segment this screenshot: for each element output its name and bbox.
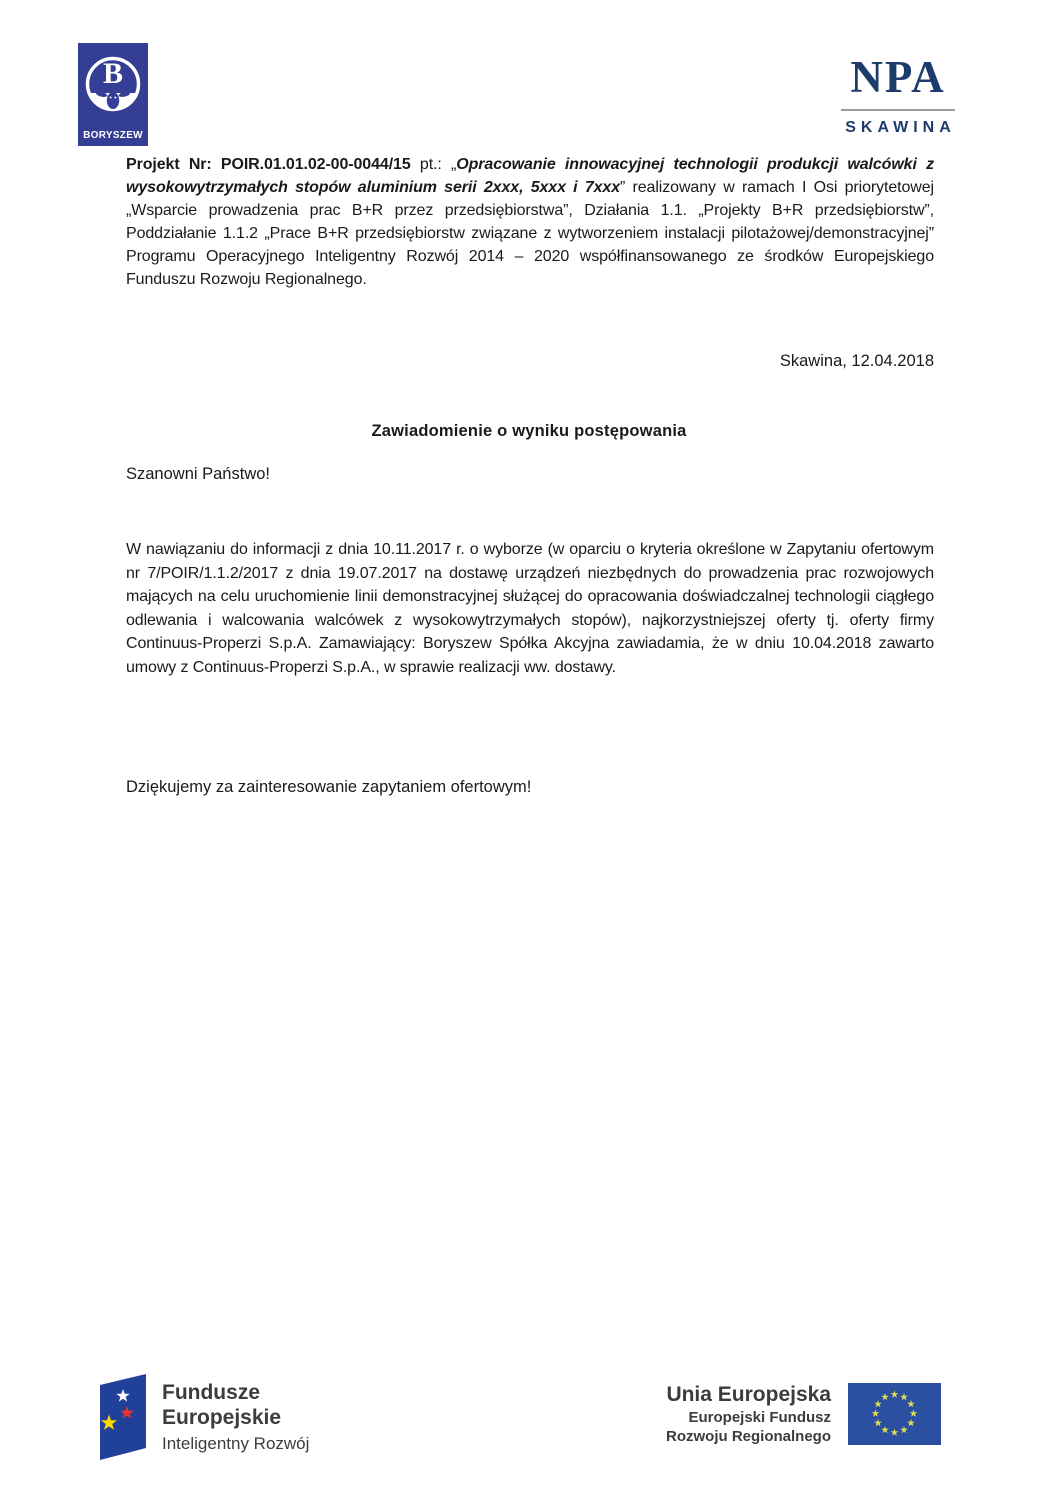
eu-line2: Europejski Fundusz (688, 1409, 831, 1426)
body-paragraph: W nawiązaniu do informacji z dnia 10.11.2017 r. o wyborze (w oparciu o kryteria określone w Zapytaniu ofertowym nr 7/POIR/1.1.2/2017 z dnia 19.07.2017 na dostawę urządzeń niezbędnych do prowadzenia prac rozwojowych mających na celu uruchomienie linii demonstracyjnej służącej do opracowania doświadczalnej technologii ciągłego odlewania i walcowania walcówek z wysokowytrzymałych stopów), najkorzystniejszej oferty tj. oferty firmy Continuus-Properzi S.p.A. Zamawiający: Boryszew Spółka Akcyjna zawiadamia, że w dniu 10.04.2018 zawarto umowy z Continuus-Properzi S.p.A., w sprawie realizacji ww. dostawy. (126, 541, 934, 676)
document-title: Zawiadomienie o wyniku postępowania (371, 422, 687, 440)
dateline: Skawina, 12.04.2018 (779, 352, 934, 370)
project-mid-text: pt.: „ (410, 156, 457, 173)
fe-line1: Fundusze (162, 1381, 260, 1404)
project-title: Opracowanie innowacyjnej technologii produkcji walcówki z wysokowytrzymałych stopów aluminium serii 2xxx, 5xxx i 7xxx (126, 156, 934, 196)
fe-line3: Inteligentny Rozwój (162, 1434, 310, 1453)
project-rest-text: ” realizowany w ramach I Osi priorytetowej „Wsparcie prowadzenia prac B+R przez przedsiębiorstwa”, Działania 1.1. „Projekty B+R przedsiębiorstw”, Poddziałanie 1.1.2 „Prace B+R przedsiębiorstw związane z wytworzeniem instalacji pilotażowej/demonstracyjnej” Programu Operacyjnego Inteligentny Rozwój 2014 – 2020 współfinansowanego ze środków Europejskiego Funduszu Rozwoju Regionalnego. (126, 179, 934, 288)
eu-line3: Rozwoju Regionalnego (666, 1428, 831, 1445)
npa-skawina-logo (838, 53, 958, 137)
boryszew-letter: B (102, 57, 124, 90)
eu-line1: Unia Europejska (666, 1383, 831, 1406)
project-funding-paragraph (126, 153, 934, 291)
project-number: Projekt Nr: POIR.01.01.02-00-0044/15 (126, 156, 411, 173)
unia-europejska-logo (666, 1382, 941, 1446)
eu-logo-text (666, 1382, 831, 1446)
eu-flag-icon (848, 1383, 941, 1445)
salutation: Szanowni Państwo! (126, 465, 270, 483)
npa-acronym: NPA (850, 52, 946, 102)
boryszew-wordmark: BORYSZEW (83, 130, 143, 141)
fe-logo-text (162, 1372, 309, 1455)
closing-line: Dziękujemy za zainteresowanie zapytaniem ofertowym! (126, 778, 532, 796)
fundusze-europejskie-logo (97, 1372, 309, 1462)
fe-flag-icon (97, 1372, 149, 1462)
fe-line2: Europejskie (162, 1406, 282, 1429)
npa-divider-line (841, 109, 955, 111)
boryszew-logo-icon (78, 43, 148, 146)
npa-city: SKAWINA (845, 119, 956, 136)
